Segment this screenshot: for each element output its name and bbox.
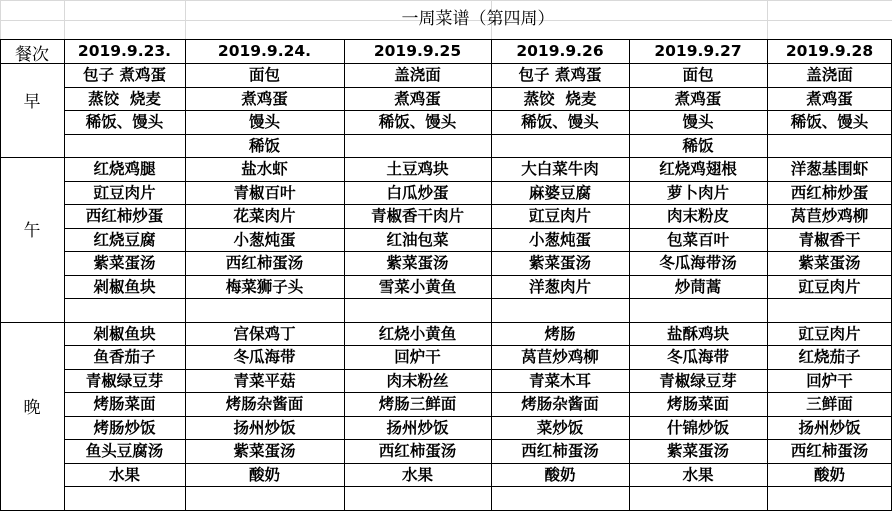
menu-cell[interactable]: 炒茼蒿 xyxy=(674,277,722,296)
menu-cell[interactable]: 西红柿炒蛋 xyxy=(85,207,164,225)
menu-cell[interactable]: 小葱炖蛋 xyxy=(233,230,296,249)
menu-cell[interactable] xyxy=(344,135,491,159)
header-date-mon[interactable]: 2019.9.23. xyxy=(77,42,172,61)
menu-cell[interactable]: 西红柿炒蛋 xyxy=(790,183,869,202)
menu-cell[interactable] xyxy=(767,135,892,159)
menu-cell[interactable]: 包子 煮鸡蛋 xyxy=(83,66,166,84)
menu-cell[interactable] xyxy=(185,299,344,323)
menu-cell[interactable]: 莴苣炒鸡柳 xyxy=(790,207,869,225)
menu-cell[interactable]: 紫菜蛋汤 xyxy=(93,254,156,272)
menu-cell[interactable]: 水果 xyxy=(108,465,140,484)
menu-cell[interactable]: 大白菜牛肉 xyxy=(521,160,599,178)
menu-cell[interactable]: 白瓜炒蛋 xyxy=(386,183,449,202)
menu-cell[interactable]: 梅菜狮子头 xyxy=(225,277,304,296)
menu-cell[interactable]: 烤肠三鲜面 xyxy=(378,395,457,413)
menu-cell[interactable] xyxy=(767,299,892,323)
menu-cell[interactable]: 剁椒鱼块 xyxy=(93,277,156,296)
menu-cell[interactable] xyxy=(344,299,491,323)
menu-cell[interactable] xyxy=(64,135,185,159)
menu-cell[interactable]: 青菜平菇 xyxy=(233,371,296,390)
menu-cell[interactable]: 冬瓜海带 xyxy=(233,348,296,366)
menu-cell[interactable]: 酸奶 xyxy=(248,465,280,484)
menu-cell[interactable]: 稀饭 xyxy=(682,136,714,155)
menu-cell[interactable] xyxy=(64,487,185,511)
menu-cell[interactable]: 剁椒鱼块 xyxy=(93,324,156,343)
menu-cell[interactable]: 冬瓜海带汤 xyxy=(659,254,737,272)
menu-cell[interactable]: 小葱炖蛋 xyxy=(528,230,591,249)
menu-cell[interactable]: 萝卜肉片 xyxy=(666,183,729,202)
menu-cell[interactable] xyxy=(491,135,629,159)
meal-label-breakfast[interactable]: 早 xyxy=(23,91,41,112)
menu-cell[interactable]: 紫菜蛋汤 xyxy=(798,254,861,272)
menu-cell[interactable]: 煮鸡蛋 xyxy=(394,89,441,108)
menu-cell[interactable] xyxy=(767,487,892,511)
menu-cell[interactable]: 三鲜面 xyxy=(806,395,853,413)
menu-cell[interactable]: 盖浇面 xyxy=(394,66,441,84)
menu-cell[interactable]: 盖浇面 xyxy=(806,66,853,84)
menu-cell[interactable]: 馒头 xyxy=(248,113,280,131)
menu-cell[interactable]: 什锦炒饭 xyxy=(666,418,729,437)
grid-line xyxy=(0,0,1,40)
menu-cell[interactable]: 盐水虾 xyxy=(241,160,288,178)
menu-cell[interactable]: 土豆鸡块 xyxy=(386,160,449,178)
menu-cell[interactable]: 扬州炒饭 xyxy=(233,418,296,437)
menu-cell[interactable]: 煮鸡蛋 xyxy=(806,89,853,108)
menu-cell[interactable]: 面包 xyxy=(248,66,280,84)
header-date-thu[interactable]: 2019.9.26 xyxy=(516,42,604,61)
menu-cell[interactable]: 西红柿蛋汤 xyxy=(790,442,869,460)
menu-cell[interactable]: 红烧豆腐 xyxy=(93,230,156,249)
menu-cell[interactable]: 包子 煮鸡蛋 xyxy=(518,66,602,84)
menu-cell[interactable]: 鱼头豆腐汤 xyxy=(85,442,164,460)
menu-cell[interactable] xyxy=(185,487,344,511)
menu-cell[interactable]: 稀饭、馒头 xyxy=(85,113,164,131)
menu-cell[interactable]: 稀饭 xyxy=(248,136,280,155)
menu-cell[interactable]: 煮鸡蛋 xyxy=(674,89,722,108)
menu-cell[interactable]: 豇豆肉片 xyxy=(528,207,591,225)
menu-cell[interactable]: 青菜木耳 xyxy=(528,371,591,390)
menu-cell[interactable]: 烤肠杂酱面 xyxy=(521,395,599,413)
menu-cell[interactable]: 紫菜蛋汤 xyxy=(233,442,296,460)
menu-cell[interactable]: 西红柿蛋汤 xyxy=(225,254,304,272)
menu-cell[interactable]: 红烧鸡腿 xyxy=(93,160,156,178)
menu-cell[interactable]: 包菜百叶 xyxy=(666,230,729,249)
menu-cell[interactable]: 烤肠杂酱面 xyxy=(225,395,304,413)
menu-cell[interactable]: 烤肠炒饭 xyxy=(93,418,156,437)
menu-cell[interactable] xyxy=(491,487,629,511)
menu-cell[interactable]: 雪菜小黄鱼 xyxy=(378,277,457,296)
menu-cell[interactable]: 水果 xyxy=(401,465,433,484)
menu-cell[interactable]: 烤肠菜面 xyxy=(666,395,729,413)
menu-cell[interactable]: 豇豆肉片 xyxy=(93,183,156,202)
menu-cell[interactable]: 稀饭、馒头 xyxy=(790,113,869,131)
menu-cell[interactable]: 馒头 xyxy=(682,113,714,131)
menu-cell[interactable]: 豇豆肉片 xyxy=(798,277,861,296)
menu-cell[interactable]: 红烧小黄鱼 xyxy=(378,324,457,343)
menu-cell[interactable]: 稀饭、馒头 xyxy=(378,113,457,131)
menu-cell[interactable]: 青椒百叶 xyxy=(233,183,296,202)
menu-cell[interactable]: 宫保鸡丁 xyxy=(233,324,296,343)
menu-cell[interactable]: 回炉干 xyxy=(806,371,853,390)
menu-cell[interactable]: 紫菜蛋汤 xyxy=(666,442,729,460)
menu-cell[interactable]: 花菜肉片 xyxy=(233,207,296,225)
menu-cell[interactable]: 冬瓜海带 xyxy=(666,348,729,366)
menu-cell[interactable] xyxy=(491,299,629,323)
header-date-sat[interactable]: 2019.9.28 xyxy=(785,42,874,61)
menu-cell[interactable]: 水果 xyxy=(682,465,714,484)
menu-cell[interactable]: 酸奶 xyxy=(813,465,845,484)
menu-cell[interactable]: 西红柿蛋汤 xyxy=(521,442,599,460)
menu-cell[interactable]: 青椒绿豆芽 xyxy=(85,371,164,390)
header-date-tue[interactable]: 2019.9.24. xyxy=(217,42,312,61)
menu-cell[interactable]: 莴苣炒鸡柳 xyxy=(521,348,599,366)
menu-cell[interactable]: 肉末粉皮 xyxy=(666,207,729,225)
menu-cell[interactable]: 青椒绿豆芽 xyxy=(659,371,737,390)
menu-cell[interactable]: 红油包菜 xyxy=(386,230,449,249)
menu-cell[interactable]: 紫菜蛋汤 xyxy=(528,254,591,272)
menu-cell[interactable] xyxy=(344,487,491,511)
menu-cell[interactable]: 蒸饺 烧麦 xyxy=(88,89,161,108)
menu-cell[interactable] xyxy=(629,299,767,323)
sheet-title: 一周菜谱（第四周） xyxy=(401,9,555,29)
menu-cell[interactable]: 稀饭、馒头 xyxy=(521,113,599,131)
menu-cell[interactable]: 红烧鸡翅根 xyxy=(659,160,737,178)
menu-cell[interactable]: 紫菜蛋汤 xyxy=(386,254,449,272)
menu-cell[interactable]: 洋葱肉片 xyxy=(528,277,591,296)
menu-cell[interactable]: 青椒香干 xyxy=(798,230,861,249)
menu-cell[interactable]: 扬州炒饭 xyxy=(386,418,449,437)
menu-cell[interactable]: 豇豆肉片 xyxy=(798,324,861,343)
menu-cell[interactable]: 盐酥鸡块 xyxy=(666,324,729,343)
meal-label-dinner[interactable]: 晚 xyxy=(23,397,41,418)
menu-cell[interactable]: 烤肠菜面 xyxy=(93,395,156,413)
header-date-wed[interactable]: 2019.9.25 xyxy=(373,42,462,61)
menu-cell[interactable]: 肉末粉丝 xyxy=(386,371,449,390)
menu-cell[interactable]: 青椒香干肉片 xyxy=(370,207,464,225)
menu-cell[interactable] xyxy=(629,487,767,511)
menu-cell[interactable] xyxy=(64,299,185,323)
menu-cell[interactable]: 红烧茄子 xyxy=(798,348,861,366)
menu-cell[interactable]: 鱼香茄子 xyxy=(93,348,156,366)
menu-cell[interactable]: 酸奶 xyxy=(544,465,576,484)
menu-cell[interactable]: 面包 xyxy=(682,66,714,84)
menu-cell[interactable]: 菜炒饭 xyxy=(536,418,584,437)
header-date-fri[interactable]: 2019.9.27 xyxy=(654,42,742,61)
header-meal-column[interactable]: 餐次 xyxy=(15,44,49,65)
menu-cell[interactable]: 扬州炒饭 xyxy=(798,418,861,437)
menu-cell[interactable]: 麻婆豆腐 xyxy=(528,183,591,202)
menu-cell[interactable]: 蒸饺 烧麦 xyxy=(523,89,597,108)
menu-cell[interactable]: 洋葱基围虾 xyxy=(790,160,869,178)
meal-label-lunch[interactable]: 午 xyxy=(23,220,41,241)
menu-cell[interactable]: 烤肠 xyxy=(544,324,576,343)
menu-cell[interactable]: 回炉干 xyxy=(394,348,441,366)
menu-cell[interactable]: 西红柿蛋汤 xyxy=(378,442,457,460)
menu-cell[interactable]: 煮鸡蛋 xyxy=(241,89,288,108)
